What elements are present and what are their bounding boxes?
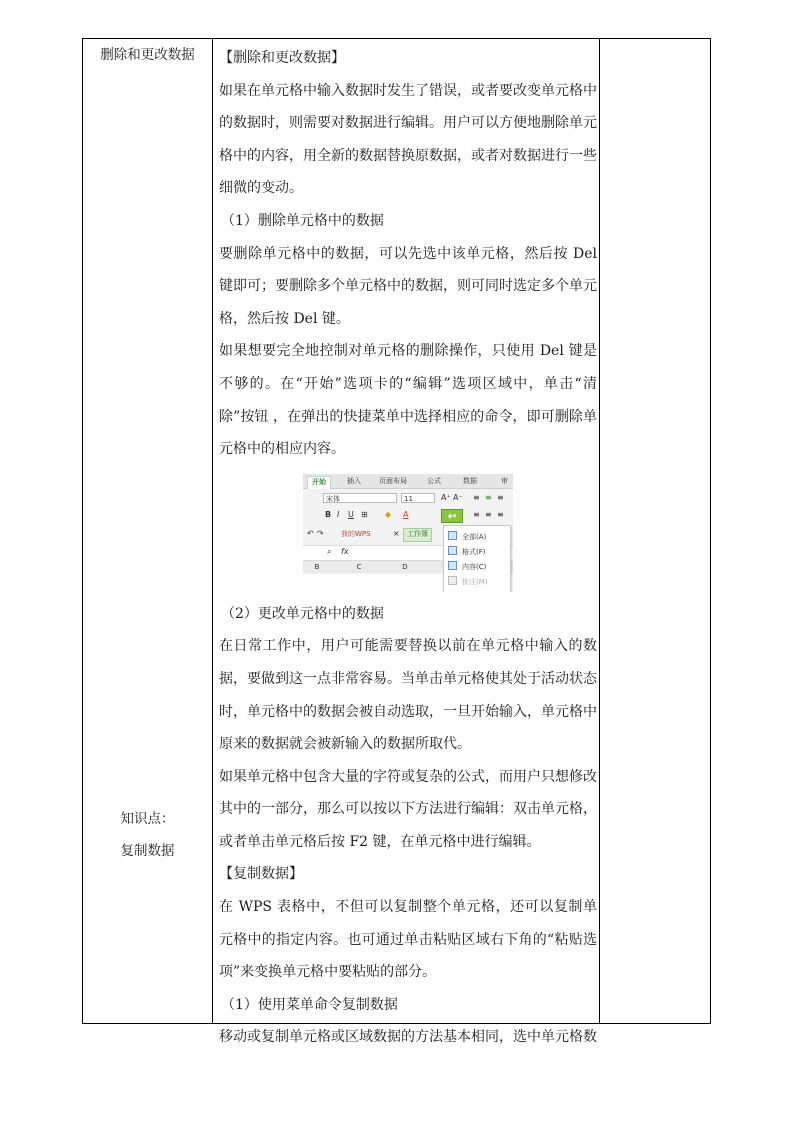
align-right-icon: ≡ <box>497 509 504 519</box>
shrink-font-icon: A⁻ <box>453 492 463 502</box>
subheading: （1）使用菜单命令复制数据 <box>221 996 398 1013</box>
clear-menu-screenshot <box>303 474 513 592</box>
font-size-box: 11 <box>401 493 435 503</box>
menu-item-comment: 批注(M) <box>448 575 488 589</box>
paragraph: 在日常工作中，用户可能需要替换以前在单元格中输入的数据，要做到这一点非常容易。当单击单元格使其处于活动状态时，单元格中的数据会被自动选取，一旦开始输入，单元格中原来的数据就会被新输入的数据所取代。 <box>219 638 597 753</box>
column-divider <box>212 39 213 1023</box>
menu-item-format: 格式(F) <box>448 545 486 559</box>
copy-label: 复制数据 <box>120 843 175 859</box>
underline-icon: U <box>348 509 354 519</box>
menu-item-all: 全部(A) <box>448 530 486 544</box>
zoom-icon: ⌕ <box>327 546 332 556</box>
clear-format-icon <box>448 546 457 555</box>
knowledge-label: 知识点： <box>120 811 175 827</box>
ribbon-tab: 审 <box>501 476 508 485</box>
paragraph: 如果想要完全地控制对单元格的删除操作，只使用 Del 键是不够的。在“开始”选项卡的“编辑”选项区域中，单击“清除”按钮 ，在弹出的快捷菜单中选择相应的命令，即可删除单元格中的相应内容。 <box>219 343 597 458</box>
ribbon-tab: 开始 <box>307 476 331 489</box>
clear-all-icon <box>448 531 457 540</box>
undo-icon: ↶ <box>307 528 314 538</box>
ribbon-tab: 页面布局 <box>379 476 407 485</box>
ribbon-tab: 数据 <box>463 476 477 485</box>
align-left-icon: ≡ <box>473 509 480 519</box>
column-header: C <box>356 562 362 571</box>
menu-item-content: 内容(C) <box>448 560 486 574</box>
format-row <box>303 508 513 523</box>
section-title: 【删除和更改数据】 <box>219 50 345 66</box>
align-bottom-icon: ≡ <box>497 492 504 502</box>
column-divider <box>599 39 600 1023</box>
workbook-tab: 工作簿 <box>403 528 432 542</box>
section-title: 【复制数据】 <box>219 866 303 883</box>
subheading: （1）删除单元格中的数据 <box>221 212 384 229</box>
paragraph: 要删除单元格中的数据，可以先选中该单元格，然后按 Del 键即可；要删除多个单元格中的数据，则可同时选定多个单元格，然后按 Del 键。 <box>219 245 597 327</box>
clear-dropdown-menu <box>443 525 511 592</box>
left-heading: 删除和更改数据 <box>100 47 195 63</box>
main-content <box>219 42 597 1054</box>
clear-comment-icon <box>448 576 457 585</box>
font-row <box>303 491 513 506</box>
paragraph: 在 WPS 表格中，不但可以复制整个单元格，还可以复制单元格中的指定内容。也可通过单击粘贴区域右下角的“粘贴选项”来变换单元格中要粘贴的部分。 <box>219 899 597 981</box>
paragraph: 移动或复制单元格或区域数据的方法基本相同，选中单元格数 <box>219 1029 597 1046</box>
ribbon-tabs <box>303 474 513 489</box>
redo-icon: ↷ <box>317 528 324 538</box>
font-name-box: 宋体 <box>323 493 397 503</box>
clear-content-icon <box>448 561 457 570</box>
align-top-icon: ≡ <box>473 492 480 502</box>
paragraph: 如果单元格中包含大量的字符或复杂的公式，而用户只想修改其中的一部分，那么可以按以下方法进行编辑：双击单元格，或者单击单元格后按 F2 键，在单元格中进行编辑。 <box>219 768 597 850</box>
subheading: （2）更改单元格中的数据 <box>221 605 384 622</box>
fill-color-icon: ◆ <box>385 509 392 519</box>
italic-icon: I <box>337 509 340 519</box>
align-middle-icon: ≡ <box>485 492 492 502</box>
font-color-icon: A <box>403 509 409 519</box>
border-icon: ⊞ <box>361 509 368 519</box>
ribbon-tab: 公式 <box>427 476 441 485</box>
close-tab-icon: × <box>393 528 400 538</box>
clear-button: ◈▾ <box>441 509 463 523</box>
column-header: B <box>314 562 320 571</box>
wps-home-tab: 我的WPS <box>341 529 371 538</box>
bold-icon: B <box>325 509 332 519</box>
ribbon-tab: 插入 <box>347 476 361 485</box>
grow-font-icon: A⁺ <box>441 492 451 502</box>
paragraph: 如果在单元格中输入数据时发生了错误，或者要改变单元格中的数据时，则需要对数据进行编辑。用户可以方便地删除单元格中的内容，用全新的数据替换原数据，或者对数据进行一些细微的变动。 <box>219 82 597 197</box>
column-header: D <box>402 562 408 571</box>
fx-icon: fx <box>341 546 349 556</box>
align-center-icon: ≡ <box>485 509 492 519</box>
